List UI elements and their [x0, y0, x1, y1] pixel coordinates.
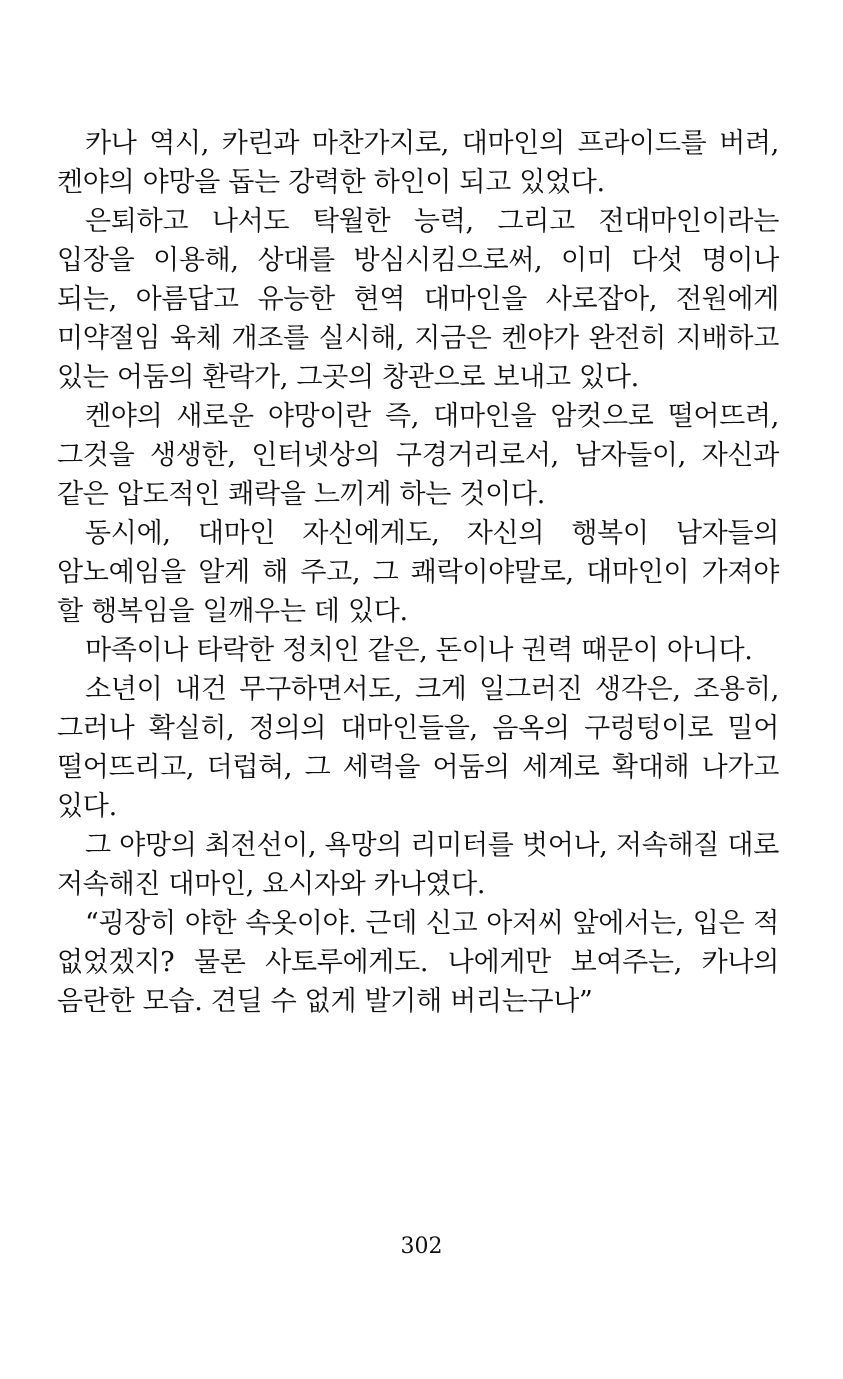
paragraph-4: 동시에, 대마인 자신에게도, 자신의 행복이 남자들의 암노예임을 알게 해 주고, 그 쾌락이야말로, 대마인이 가져야 할 행복임을 일깨우는 데 있다. — [57, 518, 779, 627]
paragraph-3: 켄야의 새로운 야망이란 즉, 대마인을 암컷으로 떨어뜨려, 그것을 생생한, 인터넷상의 구경거리로서, 남자들이, 자신과 같은 압도적인 쾌락을 느끼게 하는 것이다. — [57, 401, 779, 510]
paragraph-1: 카나 역시, 카린과 마찬가지로, 대마인의 프라이드를 버려, 켄야의 야망을 돕는 강력한 하인이 되고 있었다. — [57, 128, 779, 198]
page-body-text — [57, 124, 779, 1021]
paragraph-7: 그 야망의 최전선이, 욕망의 리미터를 벗어나, 저속해질 대로 저속해진 대마인, 요시자와 카나였다. — [57, 830, 779, 900]
paragraph-5: 마족이나 타락한 정치인 같은, 돈이나 권력 때문이 아니다. — [85, 635, 753, 666]
paragraph-8-dialogue: “굉장히 야한 속옷이야. 근데 신고 아저씨 앞에서는, 입은 적 없었겠지? 물론 사토루에게도. 나에게만 보여주는, 카나의 음란한 모습. 견딜 수 없게 발기해 버리는구나” — [57, 908, 779, 1017]
paragraph-2: 은퇴하고 나서도 탁월한 능력, 그리고 전대마인이라는 입장을 이용해, 상대를 방심시킴으로써, 이미 다섯 명이나 되는, 아름답고 유능한 현역 대마인을 사로잡아, 전원에게 미약절임 육체 개조를 실시해, 지금은 켄야가 완전히 지배하고 있는 어둠의 환락가, 그곳의 창관으로 보내고 있다. — [57, 206, 779, 393]
page-number: 302 — [400, 1234, 443, 1259]
paragraph-6: 소년이 내건 무구하면서도, 크게 일그러진 생각은, 조용히, 그러나 확실히, 정의의 대마인들을, 음옥의 구렁텅이로 밀어 떨어뜨리고, 더럽혀, 그 세력을 어둠의 세계로 확대해 나가고 있다. — [57, 674, 779, 822]
